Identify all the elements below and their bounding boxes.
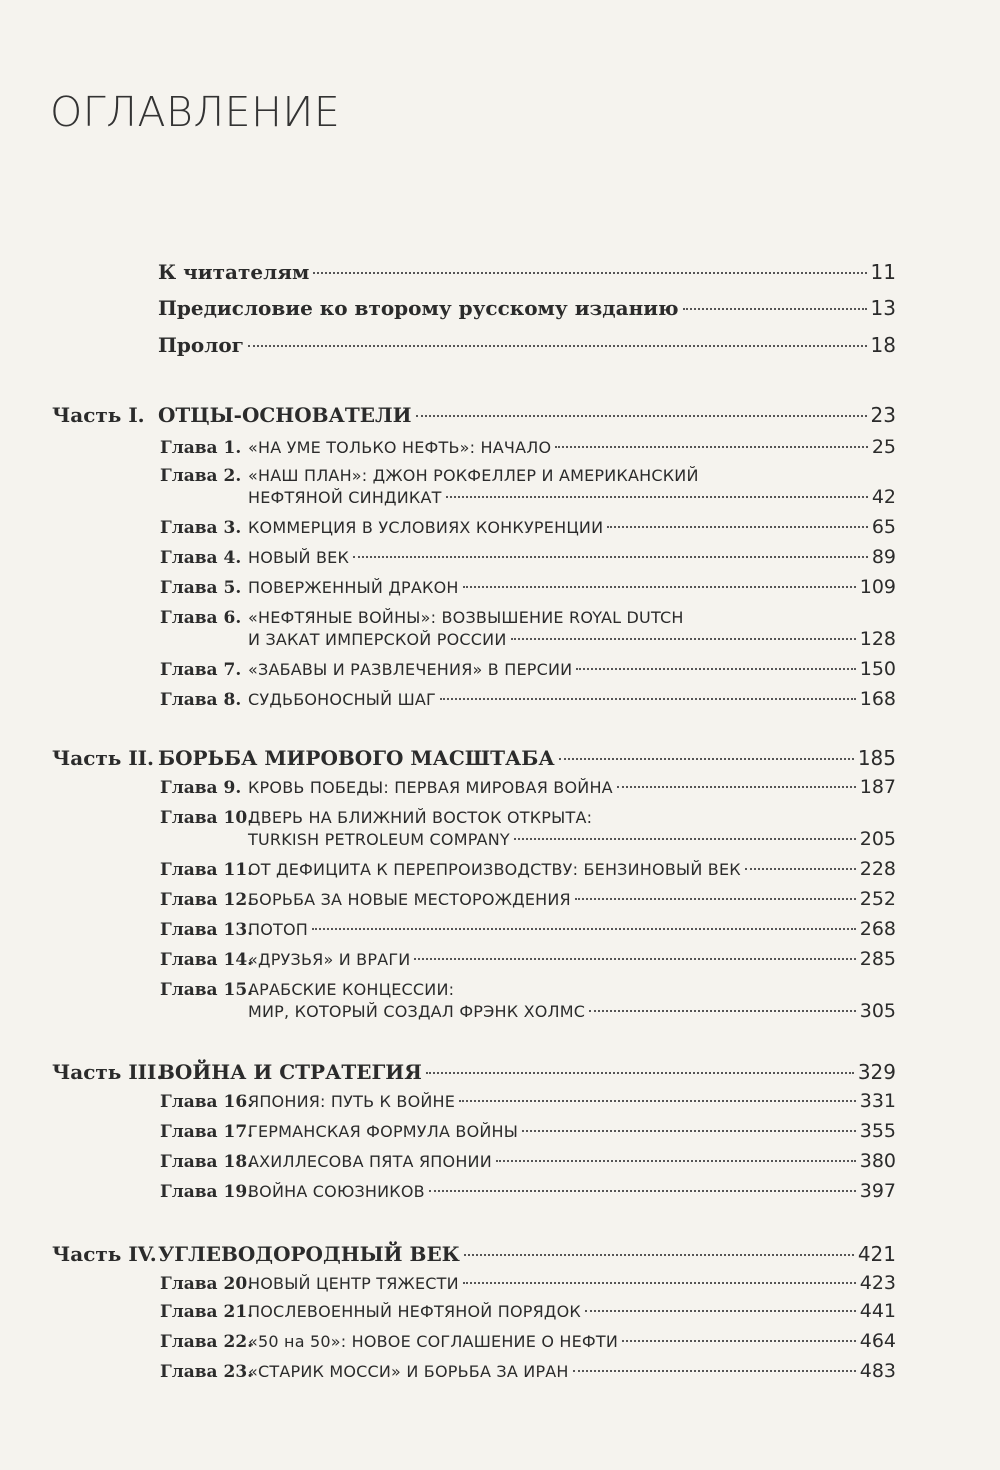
dot-leader [463, 586, 856, 588]
dot-leader [559, 758, 854, 760]
dot-leader [745, 868, 856, 870]
dot-leader [446, 496, 868, 498]
toc-chapter-entry[interactable] [160, 1272, 896, 1294]
dot-leader [522, 1130, 856, 1132]
chapter-label: Глава 12. [160, 890, 254, 910]
toc-part-entry[interactable] [52, 746, 896, 770]
toc-chapter-entry[interactable] [160, 546, 896, 568]
toc-chapter-entry[interactable] [160, 1360, 896, 1382]
page-number: 285 [859, 948, 896, 970]
chapter-title: КРОВЬ ПОБЕДЫ: ПЕРВАЯ МИРОВАЯ ВОЙНА [248, 778, 613, 797]
toc-chapter-entry[interactable] [160, 436, 896, 458]
chapter-title: ПОТОП [248, 920, 309, 939]
toc-chapter-entry[interactable] [160, 608, 896, 628]
page-number: 109 [859, 576, 896, 598]
toc-chapter-entry[interactable] [160, 1180, 896, 1202]
toc-chapter-entry[interactable] [160, 466, 896, 486]
toc-front-entry[interactable] [158, 260, 896, 284]
toc-part-entry[interactable] [52, 403, 896, 427]
toc-chapter-entry[interactable] [160, 576, 896, 598]
chapter-title: «50 на 50»: НОВОЕ СОГЛАШЕНИЕ О НЕФТИ [248, 1332, 619, 1351]
toc-part-entry[interactable] [52, 1242, 896, 1266]
chapter-title: ГЕРМАНСКАЯ ФОРМУЛА ВОЙНЫ [248, 1122, 519, 1141]
chapter-label: Глава 23. [160, 1362, 254, 1382]
chapter-title: ПОСЛЕВОЕННЫЙ НЕФТЯНОЙ ПОРЯДОК [248, 1302, 581, 1321]
page-number: 23 [870, 403, 896, 427]
toc-chapter-entry[interactable] [160, 1330, 896, 1352]
chapter-title: ОТ ДЕФИЦИТА К ПЕРЕПРОИЗВОДСТВУ: БЕНЗИНОВЫЙ ВЕК [248, 860, 741, 879]
toc-chapter-entry-continued [248, 486, 896, 508]
chapter-title: ЯПОНИЯ: ПУТЬ К ВОЙНЕ [248, 1092, 456, 1111]
toc-part-entry[interactable] [52, 1060, 896, 1084]
dot-leader [416, 415, 867, 417]
dot-leader [511, 638, 856, 640]
chapter-label: Глава 18. [160, 1152, 254, 1172]
page-number: 464 [859, 1330, 896, 1352]
toc-chapter-entry-continued [248, 1000, 896, 1022]
chapter-title-line2: TURKISH PETROLEUM COMPANY [248, 830, 510, 849]
chapter-title: «НАШ ПЛАН»: ДЖОН РОКФЕЛЛЕР И АМЕРИКАНСКИЙ [248, 466, 699, 485]
page-number: 228 [859, 858, 896, 880]
part-label: Часть II. [52, 746, 155, 770]
page-number: 483 [859, 1360, 896, 1382]
chapter-title: КОММЕРЦИЯ В УСЛОВИЯХ КОНКУРЕНЦИИ [248, 518, 604, 537]
chapter-title: «ДРУЗЬЯ» И ВРАГИ [248, 950, 411, 969]
page-number: 380 [859, 1150, 896, 1172]
page-number: 150 [859, 658, 896, 680]
entry-title: Предисловие ко второму русскому изданию [158, 296, 679, 320]
page-number: 187 [859, 776, 896, 798]
chapter-label: Глава 19. [160, 1182, 254, 1202]
chapter-label: Глава 14. [160, 950, 254, 970]
chapter-title: НОВЫЙ ВЕК [248, 548, 350, 567]
dot-leader [313, 272, 866, 274]
chapter-label: Глава 21. [160, 1302, 254, 1322]
page-number: 397 [859, 1180, 896, 1202]
page-number: 421 [857, 1242, 896, 1266]
part-title: УГЛЕВОДОРОДНЫЙ ВЕК [158, 1242, 460, 1266]
part-label: Часть III. [52, 1060, 164, 1084]
chapter-label: Глава 13. [160, 920, 254, 940]
entry-title: К читателям [158, 260, 310, 284]
page-number: 331 [859, 1090, 896, 1112]
chapter-title: БОРЬБА ЗА НОВЫЕ МЕСТОРОЖДЕНИЯ [248, 890, 571, 909]
page-number: 11 [870, 260, 896, 284]
page-number: 268 [859, 918, 896, 940]
dot-leader [426, 1072, 854, 1074]
chapter-title: НОВЫЙ ЦЕНТР ТЯЖЕСТИ [248, 1274, 459, 1293]
toc-chapter-entry[interactable] [160, 1300, 896, 1322]
toc-front-entry[interactable] [158, 333, 896, 357]
chapter-label: Глава 10. [160, 808, 254, 828]
chapter-label: Глава 11. [160, 860, 254, 880]
page-number: 355 [859, 1120, 896, 1142]
toc-chapter-entry-continued [248, 828, 896, 850]
page-number: 252 [859, 888, 896, 910]
dot-leader [414, 958, 855, 960]
chapter-title: ПОВЕРЖЕННЫЙ ДРАКОН [248, 578, 459, 597]
toc-chapter-entry[interactable] [160, 808, 896, 828]
chapter-title: ВОЙНА СОЮЗНИКОВ [248, 1182, 425, 1201]
chapter-label: Глава 1. [160, 438, 242, 458]
chapter-label: Глава 15. [160, 980, 254, 1000]
dot-leader [585, 1310, 856, 1312]
chapter-title-line2: И ЗАКАТ ИМПЕРСКОЙ РОССИИ [248, 630, 507, 649]
page-number: 65 [871, 516, 896, 538]
chapter-title-line2: МИР, КОТОРЫЙ СОЗДАЛ ФРЭНК ХОЛМС [248, 1002, 586, 1021]
dot-leader [353, 556, 868, 558]
chapter-label: Глава 7. [160, 660, 242, 680]
chapter-title: ДВЕРЬ НА БЛИЖНИЙ ВОСТОК ОТКРЫТА: [248, 808, 593, 827]
chapter-label: Глава 22. [160, 1332, 254, 1352]
toc-chapter-entry[interactable] [160, 776, 896, 798]
page-number: 205 [859, 828, 896, 850]
page-number: 329 [857, 1060, 896, 1084]
toc-chapter-entry[interactable] [160, 1150, 896, 1172]
chapter-title: «СТАРИК МОССИ» И БОРЬБА ЗА ИРАН [248, 1362, 569, 1381]
dot-leader [622, 1340, 856, 1342]
dot-leader [496, 1160, 856, 1162]
page-number: 18 [870, 333, 896, 357]
part-title: ОТЦЫ-ОСНОВАТЕЛИ [158, 403, 412, 427]
page-number: 128 [859, 628, 896, 650]
toc-chapter-entry[interactable] [160, 1090, 896, 1112]
chapter-title-line2: НЕФТЯНОЙ СИНДИКАТ [248, 488, 442, 507]
dot-leader [514, 838, 856, 840]
dot-leader [555, 446, 868, 448]
part-label: Часть IV. [52, 1242, 157, 1266]
dot-leader [429, 1190, 856, 1192]
toc-front-entry[interactable] [158, 296, 896, 320]
part-label: Часть I. [52, 403, 145, 427]
page-number: 25 [871, 436, 896, 458]
toc-chapter-entry-continued [248, 628, 896, 650]
chapter-label: Глава 4. [160, 548, 242, 568]
page-number: 13 [870, 296, 896, 320]
dot-leader [440, 698, 856, 700]
dot-leader [683, 308, 867, 310]
page-number: 441 [859, 1300, 896, 1322]
chapter-label: Глава 20. [160, 1274, 254, 1294]
chapter-label: Глава 6. [160, 608, 242, 628]
part-title: ВОЙНА И СТРАТЕГИЯ [158, 1060, 422, 1084]
part-title: БОРЬБА МИРОВОГО МАСШТАБА [158, 746, 555, 770]
chapter-title: «НЕФТЯНЫЕ ВОЙНЫ»: ВОЗВЫШЕНИЕ ROYAL DUTCH [248, 608, 684, 627]
chapter-title: «НА УМЕ ТОЛЬКО НЕФТЬ»: НАЧАЛО [248, 438, 552, 457]
page-number: 185 [857, 746, 896, 770]
toc-chapter-entry[interactable] [160, 948, 896, 970]
page-number: 89 [871, 546, 896, 568]
chapter-title: АРАБСКИЕ КОНЦЕССИИ: [248, 980, 455, 999]
chapter-title: «ЗАБАВЫ И РАЗВЛЕЧЕНИЯ» В ПЕРСИИ [248, 660, 573, 679]
page-number: 42 [871, 486, 896, 508]
chapter-label: Глава 9. [160, 778, 242, 798]
toc-chapter-entry[interactable] [160, 658, 896, 680]
dot-leader [312, 928, 856, 930]
dot-leader [589, 1010, 856, 1012]
entry-title: Пролог [158, 333, 244, 357]
toc-chapter-entry[interactable] [160, 980, 896, 1000]
chapter-label: Глава 8. [160, 690, 242, 710]
toc-chapter-entry[interactable] [160, 918, 896, 940]
chapter-label: Глава 5. [160, 578, 242, 598]
toc-chapter-entry[interactable] [160, 1120, 896, 1142]
chapter-label: Глава 17. [160, 1122, 254, 1142]
toc-chapter-entry[interactable] [160, 688, 896, 710]
page-number: 168 [859, 688, 896, 710]
toc-chapter-entry[interactable] [160, 858, 896, 880]
chapter-label: Глава 2. [160, 466, 242, 486]
page-number: 423 [859, 1272, 896, 1294]
dot-leader [575, 898, 856, 900]
chapter-title: СУДЬБОНОСНЫЙ ШАГ [248, 690, 436, 709]
page-number: 305 [859, 1000, 896, 1022]
dot-leader [573, 1370, 856, 1372]
chapter-label: Глава 16. [160, 1092, 254, 1112]
page-title: ОГЛАВЛЕНИЕ [50, 88, 341, 136]
dot-leader [459, 1100, 856, 1102]
chapter-label: Глава 3. [160, 518, 242, 538]
dot-leader [607, 526, 868, 528]
dot-leader [464, 1254, 854, 1256]
toc-chapter-entry[interactable] [160, 888, 896, 910]
dot-leader [576, 668, 855, 670]
dot-leader [617, 786, 856, 788]
toc-chapter-entry[interactable] [160, 516, 896, 538]
chapter-title: АХИЛЛЕСОВА ПЯТА ЯПОНИИ [248, 1152, 492, 1171]
dot-leader [248, 345, 867, 347]
dot-leader [463, 1282, 856, 1284]
